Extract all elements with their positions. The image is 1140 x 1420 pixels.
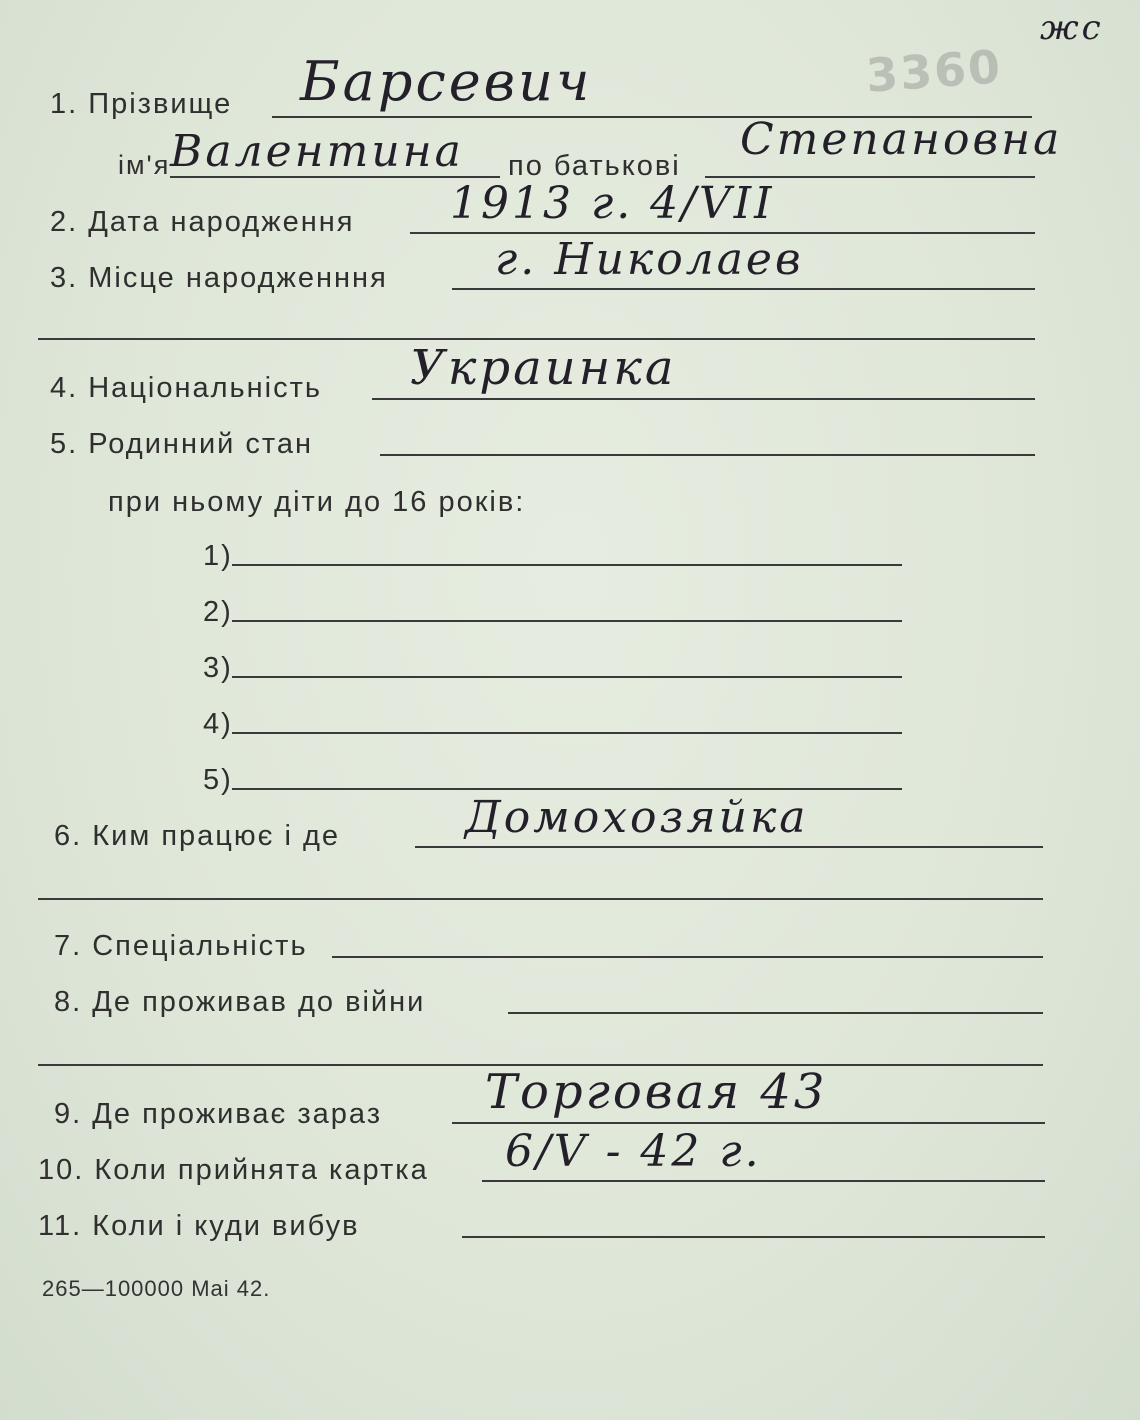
occupation-label: 6. Ким працює і де bbox=[54, 820, 341, 852]
corner-mark: жс bbox=[1040, 8, 1104, 48]
card-accepted-line bbox=[482, 1180, 1045, 1182]
child-2-label: 2) bbox=[203, 596, 233, 628]
first-name-label: ім'я bbox=[118, 150, 171, 180]
card-accepted-label: 10. Коли прийнята картка bbox=[38, 1154, 429, 1186]
surname-label: 1. Прізвище bbox=[50, 88, 233, 120]
first-name-value: Валентина bbox=[170, 126, 464, 177]
child-3-label: 3) bbox=[203, 652, 233, 684]
print-code: 265—100000 Mai 42. bbox=[42, 1276, 271, 1301]
occupation-line bbox=[415, 846, 1043, 848]
occupation-value: Домохозяйка bbox=[465, 792, 809, 843]
card-accepted-value: 6/V - 42 г. bbox=[505, 1126, 762, 1177]
current-residence-label: 9. Де проживає зараз bbox=[54, 1098, 383, 1130]
birth-place-label: 3. Місце народженння bbox=[50, 262, 388, 294]
child-1-label: 1) bbox=[203, 540, 233, 572]
departure-line bbox=[462, 1236, 1045, 1238]
patronymic-value: Степановна bbox=[740, 114, 1063, 165]
birth-place-value: г. Николаев bbox=[495, 234, 804, 285]
child-1-line bbox=[232, 564, 902, 566]
child-2-line bbox=[232, 620, 902, 622]
child-5-line bbox=[232, 788, 902, 790]
child-4-line bbox=[232, 732, 902, 734]
current-residence-line bbox=[452, 1122, 1045, 1124]
prewar-residence-label: 8. Де проживав до війни bbox=[54, 986, 426, 1018]
specialty-line bbox=[332, 956, 1043, 958]
surname-value: Барсевич bbox=[300, 50, 593, 113]
current-residence-value: Торговая 43 bbox=[485, 1064, 828, 1120]
birth-date-value: 1913 г. 4/VII bbox=[450, 178, 775, 229]
child-3-line bbox=[232, 676, 902, 678]
prewar-residence-line bbox=[508, 1012, 1043, 1014]
occupation-extra-line bbox=[38, 898, 1043, 900]
departure-label: 11. Коли і куди вибув bbox=[38, 1210, 360, 1242]
child-5-label: 5) bbox=[203, 764, 233, 796]
children-label: при ньому діти до 16 років: bbox=[108, 486, 526, 518]
patronymic-label: по батькові bbox=[508, 150, 681, 182]
birth-place-line bbox=[452, 288, 1035, 290]
marital-status-label: 5. Родинний стан bbox=[50, 428, 314, 460]
nationality-line bbox=[372, 398, 1035, 400]
stamp-number: 3360 bbox=[864, 39, 1004, 103]
marital-status-line bbox=[380, 454, 1035, 456]
nationality-value: Украинка bbox=[410, 340, 677, 396]
specialty-label: 7. Спеціальність bbox=[54, 930, 308, 962]
nationality-label: 4. Національність bbox=[50, 372, 323, 404]
child-4-label: 4) bbox=[203, 708, 233, 740]
birth-date-label: 2. Дата народження bbox=[50, 206, 355, 238]
